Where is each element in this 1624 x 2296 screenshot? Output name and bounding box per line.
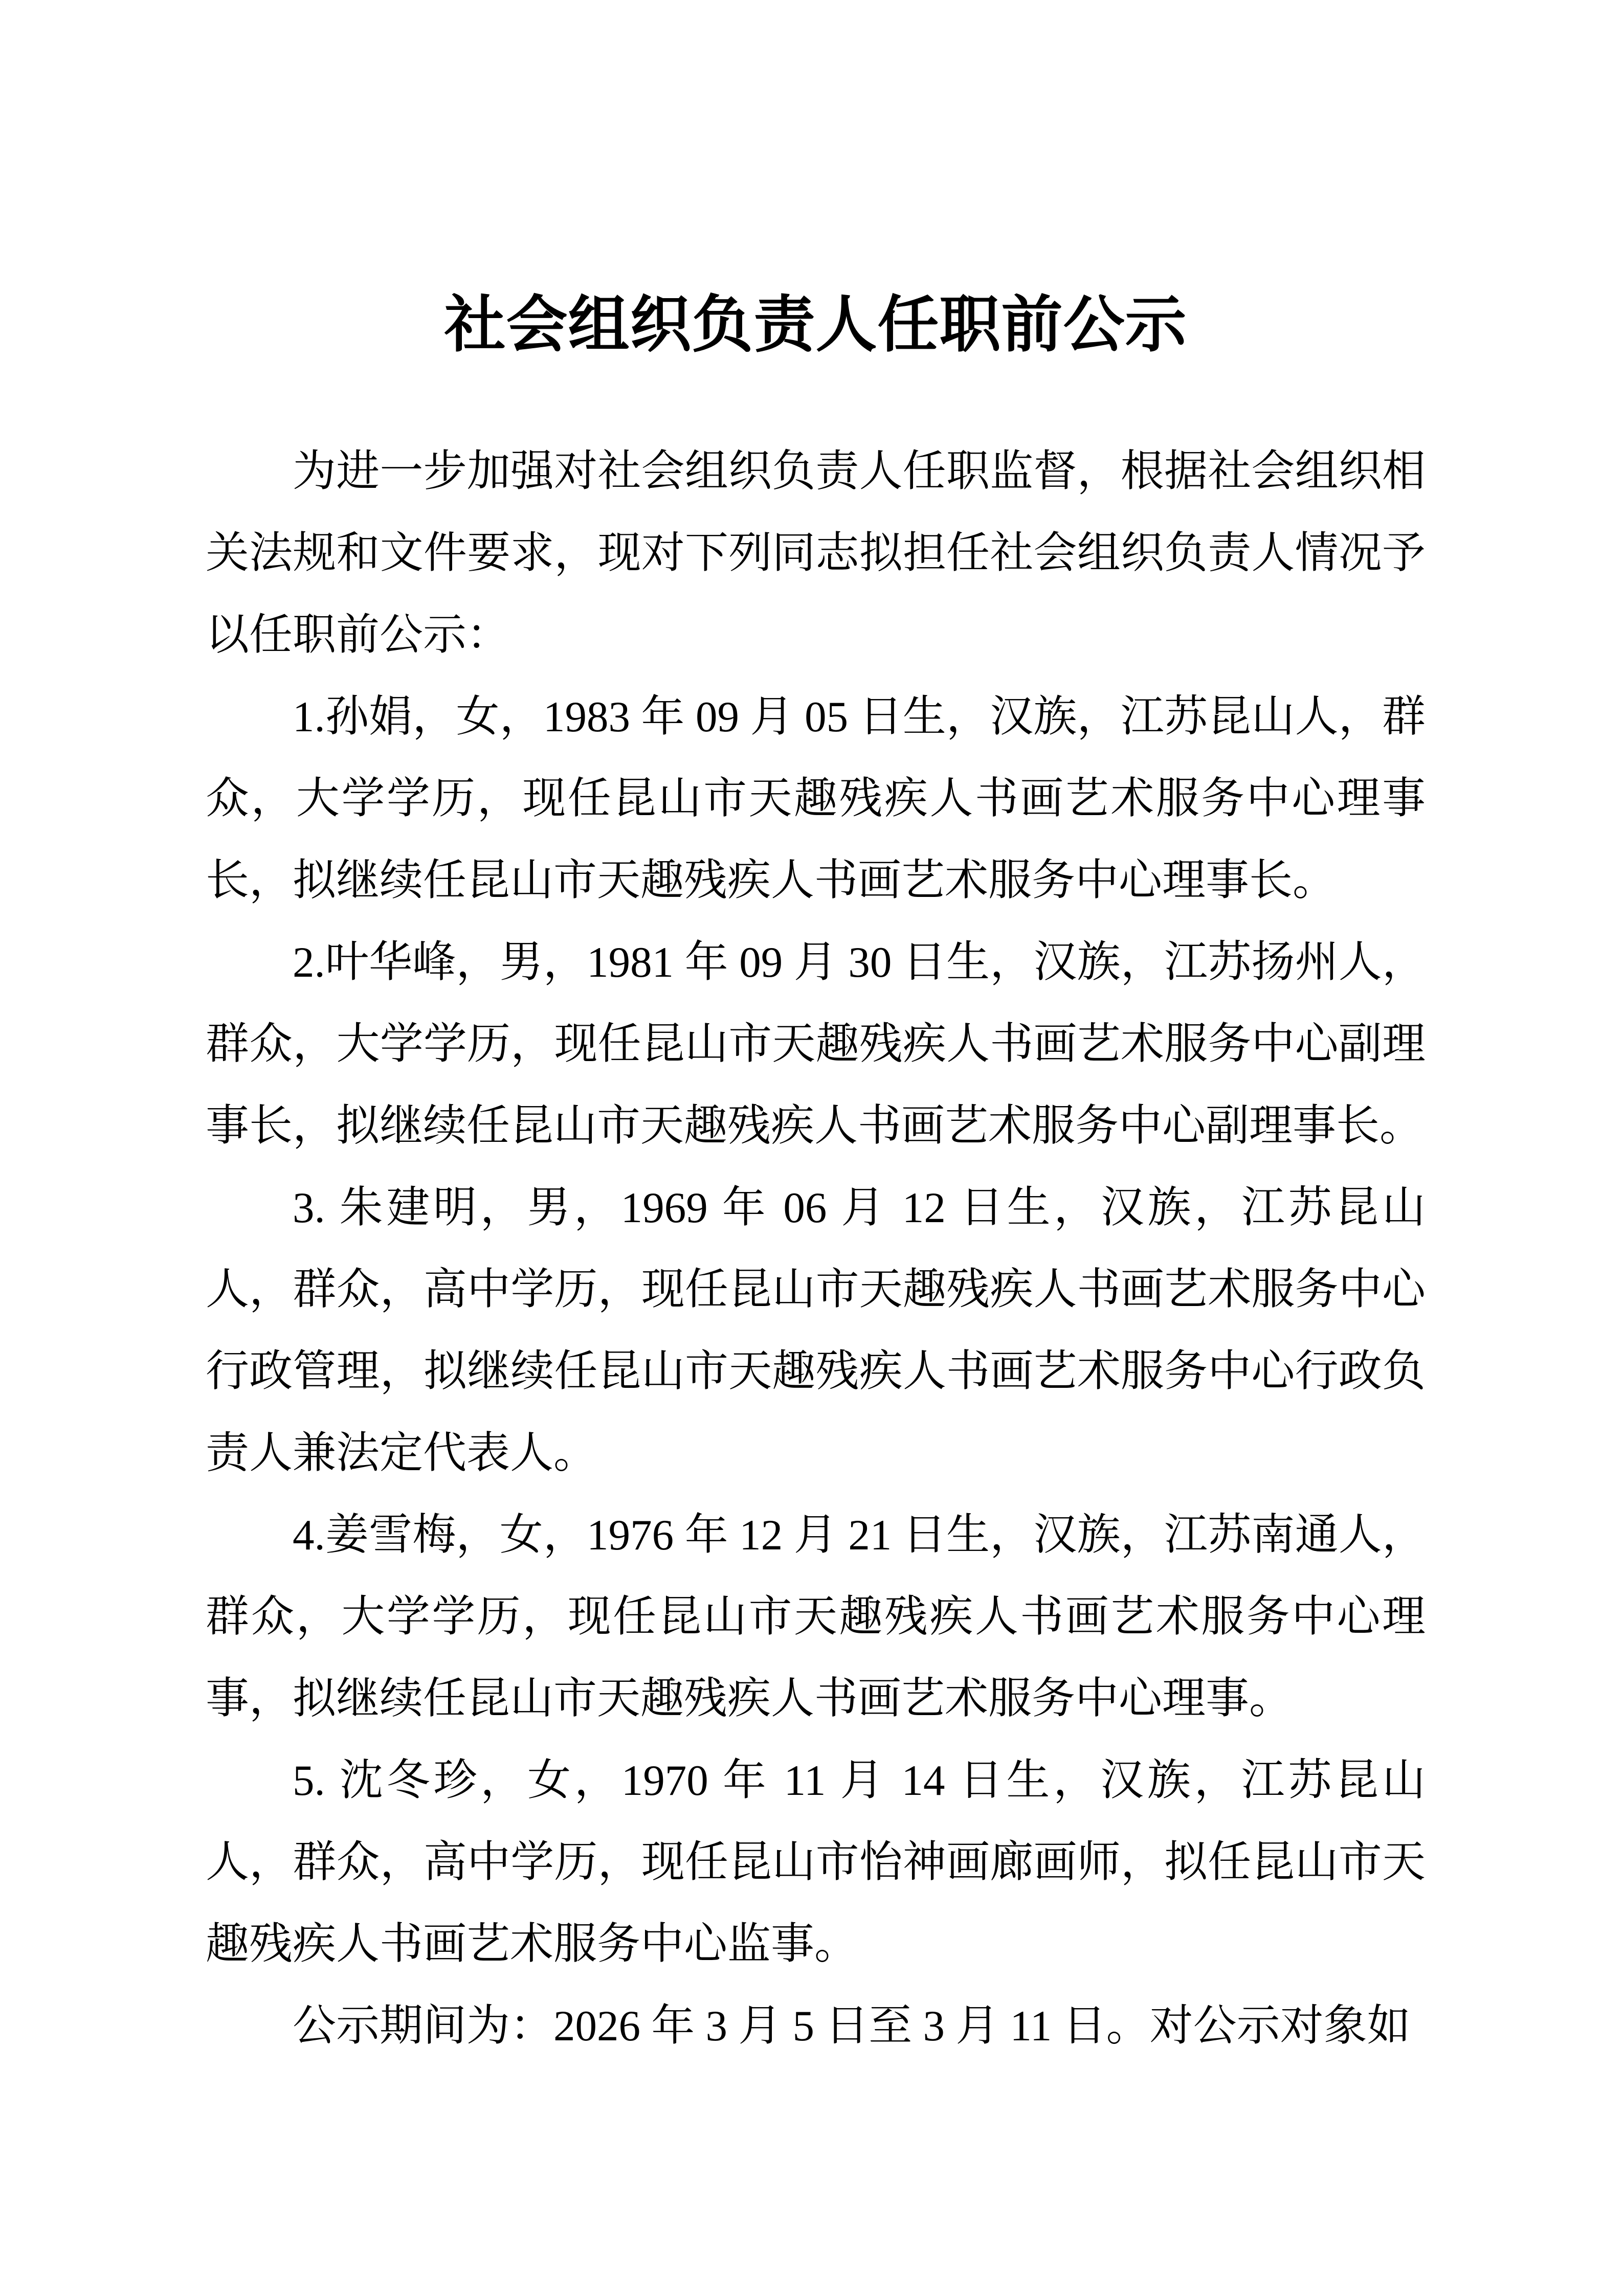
person-entry-1: 1.孙娟，女，1983 年 09 月 05 日生，汉族，江苏昆山人，群众，大学学历，现任昆山市天趣残疾人书画艺术服务中心理事长，拟继续任昆山市天趣残疾人书画艺术服务中心理事长。 xyxy=(206,693,1426,905)
publicity-period-paragraph: 公示期间为：2026 年 3 月 5 日至 3 月 11 日。对公示对象如 xyxy=(293,2002,1411,2050)
person-entry-2: 2.叶华峰，男，1981 年 09 月 30 日生，汉族，江苏扬州人，群众，大学学历，现任昆山市天趣残疾人书画艺术服务中心副理事长，拟继续任昆山市天趣残疾人书画艺术服务中心副理事长。 xyxy=(206,938,1426,1150)
person-entry-5: 5. 沈冬珍，女，1970 年 11 月 14 日生，汉族，江苏昆山人，群众，高中学历，现任昆山市怡神画廊画师，拟任昆山市天趣残疾人书画艺术服务中心监事。 xyxy=(206,1757,1426,1968)
document-title: 社会组织负责人任职前公示 xyxy=(444,291,1187,359)
person-entry-4: 4.姜雪梅，女，1976 年 12 月 21 日生，汉族，江苏南通人，群众，大学学历，现任昆山市天趣残疾人书画艺术服务中心理事，拟继续任昆山市天趣残疾人书画艺术服务中心理事。 xyxy=(206,1511,1426,1723)
person-entry-3: 3. 朱建明，男，1969 年 06 月 12 日生，汉族，江苏昆山人，群众，高中学历，现任昆山市天趣残疾人书画艺术服务中心行政管理，拟继续任昆山市天趣残疾人书画艺术服务中心行政负责人兼法定代表人。 xyxy=(206,1184,1426,1477)
document-body xyxy=(206,431,1426,2067)
intro-paragraph: 为进一步加强对社会组织负责人任职监督，根据社会组织相关法规和文件要求，现对下列同志拟担任社会组织负责人情况予以任职前公示： xyxy=(206,447,1426,659)
